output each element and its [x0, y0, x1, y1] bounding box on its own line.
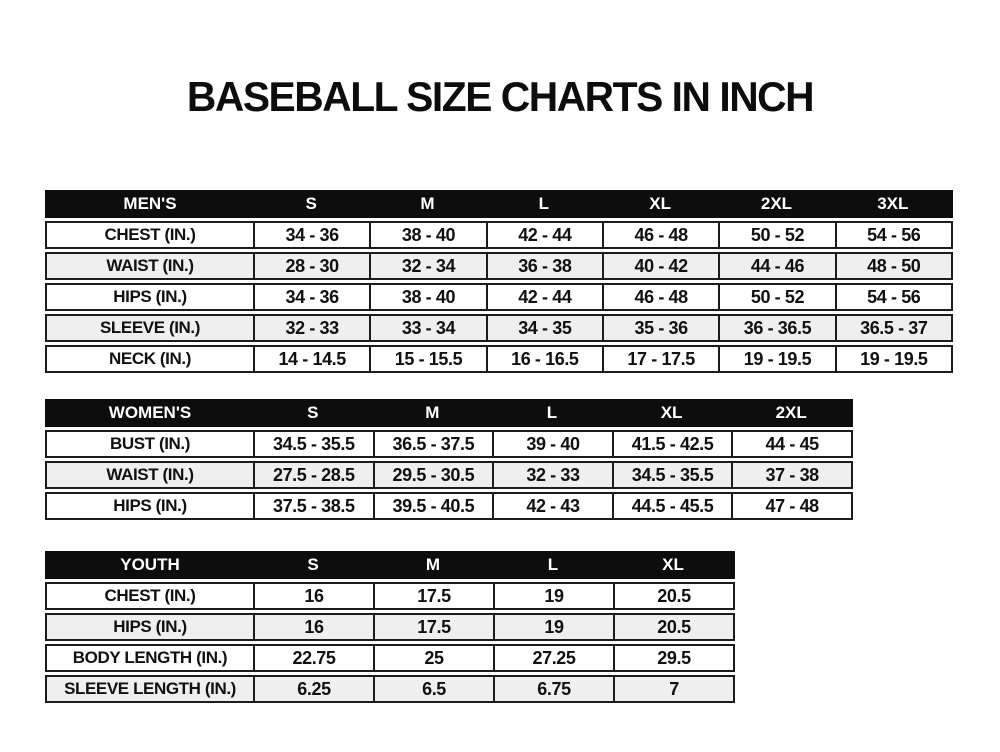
mens-value-cell: 46 - 48 — [602, 223, 718, 247]
mens-value-cell: 32 - 33 — [253, 316, 369, 340]
youth-measure-label: SLEEVE LENGTH (IN.) — [64, 679, 236, 698]
youth-value-cell: 20.5 — [613, 615, 733, 639]
youth-table-row — [45, 582, 735, 610]
youth-category-header: YOUTH — [120, 555, 180, 574]
youth-measure-label: BODY LENGTH (IN.) — [72, 648, 228, 667]
mens-value-cell: 33 - 34 — [369, 316, 485, 340]
mens-value-cell: 28 - 30 — [253, 254, 369, 278]
womens-value-cell: 34.5 - 35.5 — [253, 432, 373, 456]
youth-table-row — [45, 644, 735, 672]
womens-value-cell: 29.5 - 30.5 — [373, 463, 493, 487]
womens-size-col-header: L — [546, 403, 558, 422]
mens-size-col-header: S — [305, 194, 317, 213]
womens-value-cell: 39 - 40 — [492, 432, 612, 456]
youth-size-col-header: S — [307, 555, 319, 574]
youth-value-cell: 19 — [493, 615, 613, 639]
youth-value-cell: 29.5 — [613, 646, 733, 670]
youth-header-row — [45, 551, 735, 579]
youth-measure-label: CHEST (IN.) — [104, 586, 196, 605]
mens-table-row — [45, 283, 953, 311]
mens-table-row — [45, 252, 953, 280]
youth-value-cell: 16 — [253, 615, 373, 639]
mens-value-cell: 36.5 - 37 — [835, 316, 951, 340]
womens-measure-label: BUST (IN.) — [109, 434, 191, 453]
mens-measure-label: NECK (IN.) — [109, 349, 191, 368]
youth-size-table — [45, 551, 735, 706]
womens-table-row — [45, 430, 853, 458]
mens-value-cell: 36 - 38 — [486, 254, 602, 278]
youth-size-col-header: L — [547, 555, 559, 574]
mens-value-cell: 48 - 50 — [835, 254, 951, 278]
mens-value-cell: 54 - 56 — [835, 223, 951, 247]
mens-value-cell: 34 - 35 — [486, 316, 602, 340]
mens-header-row — [45, 190, 953, 218]
mens-value-cell: 40 - 42 — [602, 254, 718, 278]
womens-size-col-header: M — [425, 403, 440, 422]
youth-value-cell: 25 — [373, 646, 493, 670]
mens-value-cell: 17 - 17.5 — [602, 347, 718, 371]
mens-measure-label: SLEEVE (IN.) — [99, 318, 201, 337]
mens-value-cell: 14 - 14.5 — [253, 347, 369, 371]
mens-category-header: MEN'S — [123, 194, 177, 213]
mens-measure-label: WAIST (IN.) — [106, 256, 194, 275]
youth-size-col-header: M — [425, 555, 441, 574]
womens-value-cell: 44 - 45 — [731, 432, 851, 456]
youth-measure-label: HIPS (IN.) — [113, 617, 187, 636]
youth-value-cell: 7 — [613, 677, 733, 701]
youth-value-cell: 16 — [253, 584, 373, 608]
womens-header-row — [45, 399, 853, 427]
womens-table-row — [45, 492, 853, 520]
womens-measure-label: HIPS (IN.) — [113, 496, 187, 515]
youth-value-cell: 19 — [493, 584, 613, 608]
mens-value-cell: 32 - 34 — [369, 254, 485, 278]
womens-value-cell: 37.5 - 38.5 — [253, 494, 373, 518]
mens-size-col-header: M — [420, 194, 435, 213]
mens-value-cell: 54 - 56 — [835, 285, 951, 309]
mens-value-cell: 19 - 19.5 — [718, 347, 834, 371]
womens-value-cell: 36.5 - 37.5 — [373, 432, 493, 456]
womens-value-cell: 32 - 33 — [492, 463, 612, 487]
womens-value-cell: 47 - 48 — [731, 494, 851, 518]
youth-table-row — [45, 675, 735, 703]
mens-size-col-header: XL — [649, 194, 672, 213]
womens-value-cell: 34.5 - 35.5 — [612, 463, 732, 487]
womens-category-header: WOMEN'S — [108, 403, 192, 422]
womens-measure-label: WAIST (IN.) — [106, 465, 194, 484]
mens-size-col-header: 2XL — [760, 194, 793, 213]
mens-size-col-header: L — [538, 194, 550, 213]
mens-value-cell: 42 - 44 — [486, 285, 602, 309]
womens-size-col-header: XL — [660, 403, 683, 422]
youth-value-cell: 27.25 — [493, 646, 613, 670]
youth-table-row — [45, 613, 735, 641]
mens-value-cell: 50 - 52 — [718, 223, 834, 247]
mens-value-cell: 15 - 15.5 — [369, 347, 485, 371]
youth-value-cell: 17.5 — [373, 584, 493, 608]
youth-value-cell: 6.5 — [373, 677, 493, 701]
mens-measure-label: CHEST (IN.) — [104, 225, 196, 244]
womens-value-cell: 39.5 - 40.5 — [373, 494, 493, 518]
mens-value-cell: 46 - 48 — [602, 285, 718, 309]
mens-value-cell: 42 - 44 — [486, 223, 602, 247]
page-title: BASEBALL SIZE CHARTS IN INCH — [186, 73, 814, 120]
womens-value-cell: 27.5 - 28.5 — [253, 463, 373, 487]
youth-value-cell: 22.75 — [253, 646, 373, 670]
youth-value-cell: 6.75 — [493, 677, 613, 701]
mens-value-cell: 36 - 36.5 — [718, 316, 834, 340]
youth-value-cell: 6.25 — [253, 677, 373, 701]
mens-value-cell: 34 - 36 — [253, 223, 369, 247]
womens-table-row — [45, 461, 853, 489]
youth-value-cell: 20.5 — [613, 584, 733, 608]
mens-value-cell: 16 - 16.5 — [486, 347, 602, 371]
mens-size-table — [45, 190, 953, 376]
mens-table-row — [45, 221, 953, 249]
mens-value-cell: 38 - 40 — [369, 285, 485, 309]
womens-size-table — [45, 399, 853, 523]
youth-size-col-header: XL — [662, 555, 684, 574]
womens-size-col-header: 2XL — [775, 403, 807, 422]
womens-value-cell: 41.5 - 42.5 — [612, 432, 732, 456]
mens-size-col-header: 3XL — [877, 194, 909, 213]
youth-value-cell: 17.5 — [373, 615, 493, 639]
mens-value-cell: 38 - 40 — [369, 223, 485, 247]
mens-table-row — [45, 345, 953, 373]
womens-size-col-header: S — [307, 403, 319, 422]
womens-value-cell: 42 - 43 — [492, 494, 612, 518]
womens-value-cell: 37 - 38 — [731, 463, 851, 487]
mens-value-cell: 44 - 46 — [718, 254, 834, 278]
mens-value-cell: 50 - 52 — [718, 285, 834, 309]
mens-value-cell: 34 - 36 — [253, 285, 369, 309]
mens-value-cell: 19 - 19.5 — [835, 347, 951, 371]
mens-value-cell: 35 - 36 — [602, 316, 718, 340]
womens-value-cell: 44.5 - 45.5 — [612, 494, 732, 518]
mens-table-row — [45, 314, 953, 342]
mens-measure-label: HIPS (IN.) — [113, 287, 187, 306]
